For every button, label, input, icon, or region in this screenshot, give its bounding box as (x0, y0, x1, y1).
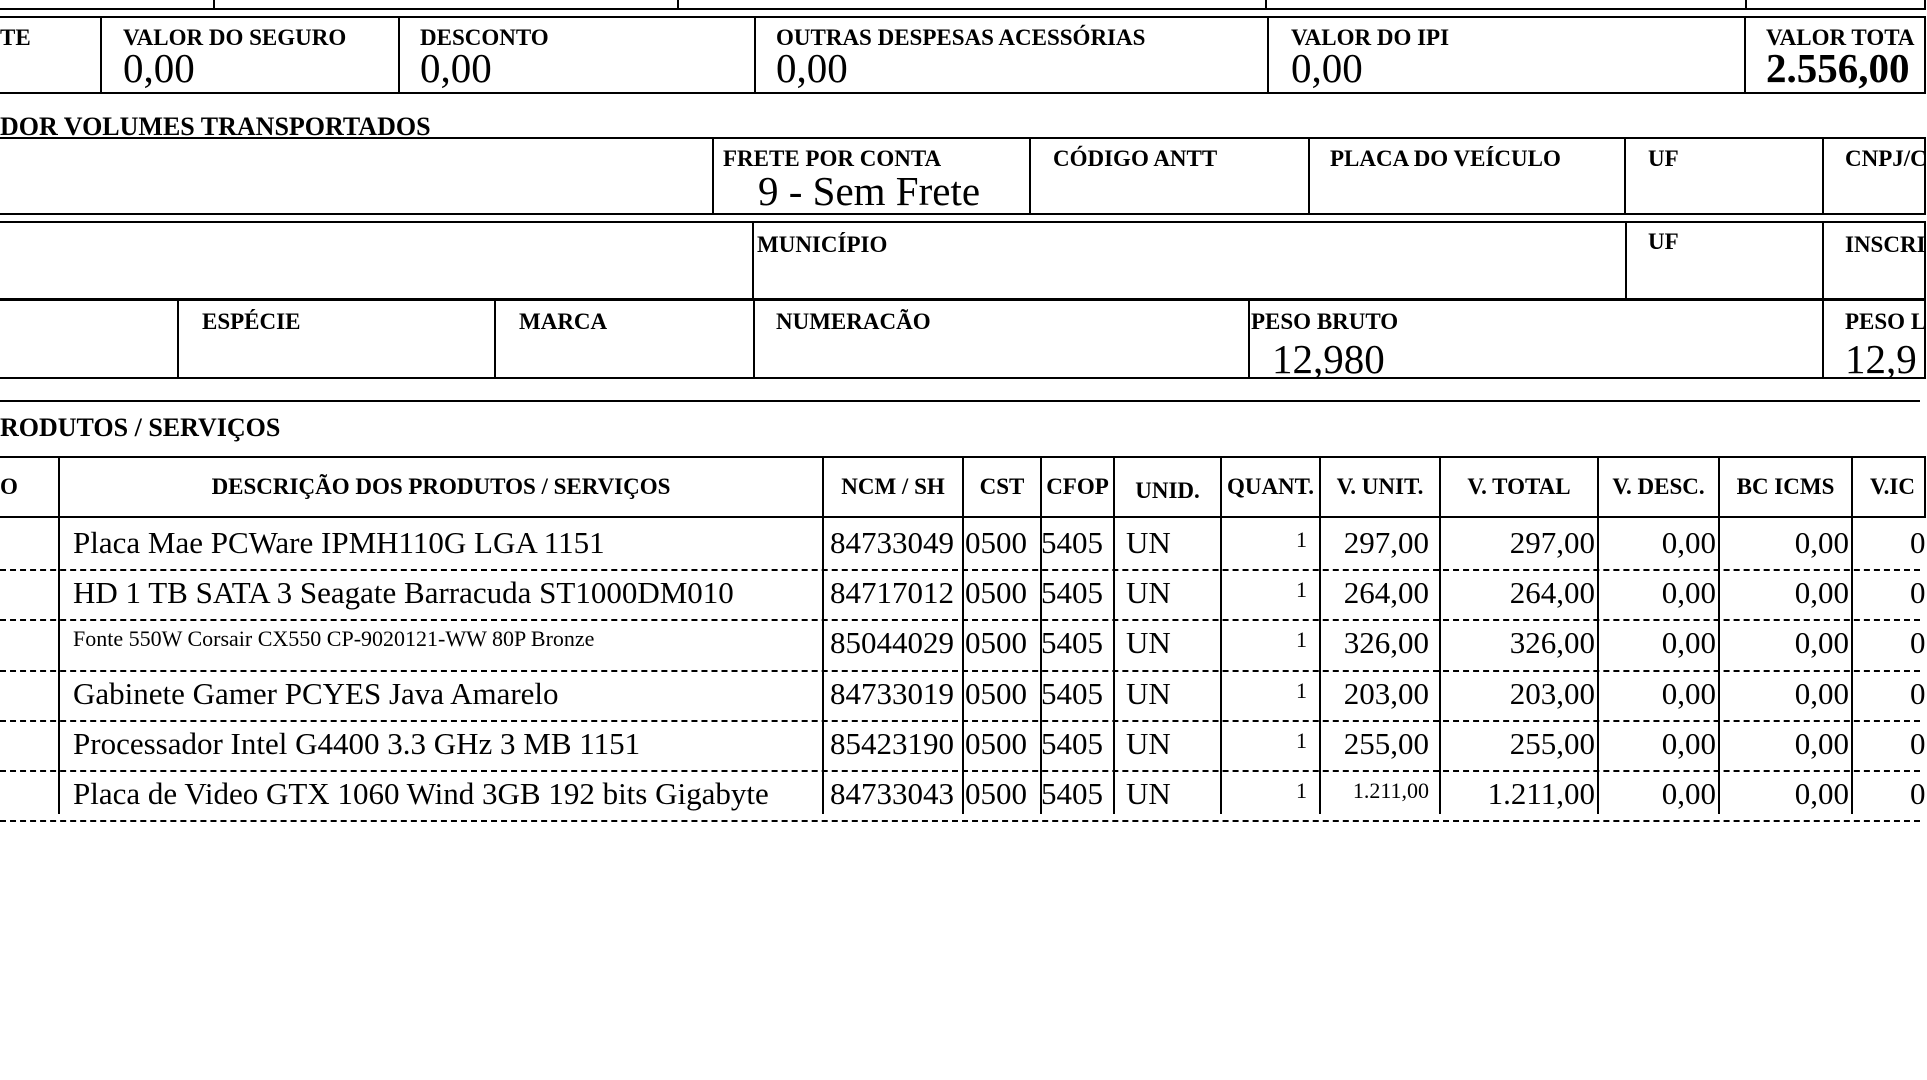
product-vtotal: 255,00 (1509, 726, 1595, 761)
product-vdesc: 0,00 (1661, 625, 1716, 660)
peso-bruto-label: PESO BRUTO (1251, 309, 1399, 334)
transport-section-title: DOR VOLUMES TRANSPORTADOS (0, 112, 431, 141)
peso-bruto-value: 12,980 (1272, 336, 1385, 382)
col-sep-cfop (1113, 456, 1115, 814)
top-cut-row (0, 0, 1926, 10)
transport-row-2 (0, 221, 1926, 300)
product-vdesc: 0,00 (1661, 726, 1716, 761)
product-ncm: 84717012 (830, 575, 954, 610)
col-header-code: O (0, 474, 18, 499)
totals-sep-4 (1267, 16, 1269, 94)
totals-sep-1 (100, 16, 102, 94)
product-quant: 1 (1296, 678, 1307, 703)
product-vdesc: 0,00 (1661, 525, 1716, 560)
frete-label: TE (0, 25, 31, 50)
product-vtotal: 264,00 (1509, 575, 1595, 610)
outras-despesas-label: OUTRAS DESPESAS ACESSÓRIAS (776, 25, 1146, 50)
product-unid: UN (1126, 726, 1171, 761)
product-vtotal: 297,00 (1509, 525, 1595, 560)
col-header-cfop: CFOP (1046, 474, 1109, 499)
desconto-value: 0,00 (420, 45, 492, 91)
product-vunit: 255,00 (1343, 726, 1429, 761)
product-ncm: 85423190 (830, 726, 954, 761)
product-desc: Placa Mae PCWare IPMH110G LGA 1151 (73, 525, 605, 560)
product-desc: Gabinete Gamer PCYES Java Amarelo (73, 676, 559, 711)
product-unid: UN (1126, 575, 1171, 610)
product-cst: 0500 (965, 776, 1027, 811)
product-bcicms: 0,00 (1794, 575, 1849, 610)
col-sep-code (58, 456, 60, 814)
product-vdesc: 0,00 (1661, 776, 1716, 811)
peso-liquido-label: PESO L (1845, 309, 1927, 334)
frete-por-conta-label: FRETE POR CONTA (723, 146, 942, 171)
product-bcicms: 0,00 (1794, 776, 1849, 811)
col-header-vtotal: V. TOTAL (1467, 474, 1571, 499)
product-vicms: 0 (1910, 676, 1926, 711)
ipi-label: VALOR DO IPI (1291, 25, 1450, 50)
col-header-vdesc: V. DESC. (1612, 474, 1705, 499)
top-cut-sep-1 (213, 0, 215, 10)
col-header-cst: CST (979, 474, 1025, 499)
product-vicms: 0 (1910, 525, 1926, 560)
product-vdesc: 0,00 (1661, 575, 1716, 610)
product-cst: 0500 (965, 575, 1027, 610)
row-divider (0, 670, 1920, 672)
product-vicms: 0 (1910, 726, 1926, 761)
transport-r3-sep-3 (753, 299, 755, 379)
transport-r2-sep-1 (752, 221, 754, 300)
product-vicms: 0 (1910, 575, 1926, 610)
totals-sep-2 (398, 16, 400, 94)
col-header-bcicms: BC ICMS (1736, 474, 1835, 499)
product-vdesc: 0,00 (1661, 676, 1716, 711)
transport-r2-sep-3 (1822, 221, 1824, 300)
col-sep-desc (822, 456, 824, 814)
top-cut-sep-2 (677, 0, 679, 10)
col-header-vicms: V.IC (1870, 474, 1915, 499)
product-cfop: 5405 (1041, 676, 1103, 711)
product-vicms: 0 (1910, 776, 1926, 811)
product-cfop: 5405 (1041, 525, 1103, 560)
seguro-value: 0,00 (123, 45, 195, 91)
valor-total-label: VALOR TOTA (1766, 25, 1915, 50)
product-vicms: 0 (1910, 625, 1926, 660)
outras-despesas-value: 0,00 (776, 45, 848, 91)
product-vunit: 326,00 (1343, 625, 1429, 660)
row-divider (0, 720, 1920, 722)
product-quant: 1 (1296, 577, 1307, 602)
product-vtotal: 1.211,00 (1487, 776, 1595, 811)
product-unid: UN (1126, 676, 1171, 711)
transport-r1-sep-2 (1029, 137, 1031, 215)
col-header-ncm: NCM / SH (841, 474, 945, 499)
top-cut-sep-4 (1745, 0, 1747, 10)
product-bcicms: 0,00 (1794, 726, 1849, 761)
peso-liquido-value: 12,9 (1845, 336, 1917, 382)
product-desc: Processador Intel G4400 3.3 GHz 3 MB 1151 (73, 726, 641, 761)
product-ncm: 84733049 (830, 525, 954, 560)
col-header-quant: QUANT. (1226, 474, 1315, 499)
transport-r3-sep-4 (1248, 299, 1250, 379)
row-divider (0, 569, 1920, 571)
product-cst: 0500 (965, 726, 1027, 761)
inscricao-label: INSCRI (1845, 232, 1926, 257)
product-cst: 0500 (965, 525, 1027, 560)
product-cst: 0500 (965, 625, 1027, 660)
transport-r1-sep-5 (1822, 137, 1824, 215)
products-top-rule (0, 400, 1920, 402)
totals-sep-3 (754, 16, 756, 94)
product-desc: HD 1 TB SATA 3 Seagate Barracuda ST1000DM010 (73, 575, 734, 610)
product-quant: 1 (1296, 728, 1307, 753)
col-sep-bcicms (1851, 456, 1853, 814)
product-vunit: 297,00 (1343, 525, 1429, 560)
row-divider (0, 770, 1920, 772)
product-ncm: 84733043 (830, 776, 954, 811)
uf-label: UF (1648, 146, 1679, 171)
product-unid: UN (1126, 525, 1171, 560)
placa-veiculo-label: PLACA DO VEÍCULO (1330, 146, 1561, 171)
codigo-antt-label: CÓDIGO ANTT (1053, 146, 1218, 171)
desconto-label: DESCONTO (420, 25, 549, 50)
transport-r3-sep-1 (177, 299, 179, 379)
product-unid: UN (1126, 776, 1171, 811)
municipio-label: MUNICÍPIO (757, 232, 888, 257)
product-quant: 1 (1296, 627, 1307, 652)
row-divider (0, 820, 1920, 822)
transport-r1-sep-4 (1624, 137, 1626, 215)
col-header-vunit: V. UNIT. (1336, 474, 1424, 499)
product-vunit: 1.211,00 (1352, 778, 1429, 803)
transport-r1-sep-3 (1308, 137, 1310, 215)
col-sep-ncm (962, 456, 964, 814)
product-vtotal: 203,00 (1509, 676, 1595, 711)
product-cst: 0500 (965, 676, 1027, 711)
uf2-label: UF (1648, 229, 1679, 254)
product-desc: Fonte 550W Corsair CX550 CP-9020121-WW 80P Bronze (73, 626, 595, 651)
cnpj-label: CNPJ/C (1845, 146, 1927, 171)
col-header-desc: DESCRIÇÃO DOS PRODUTOS / SERVIÇOS (211, 474, 671, 499)
frete-por-conta-value: 9 - Sem Frete (758, 168, 981, 214)
product-cfop: 5405 (1041, 726, 1103, 761)
product-ncm: 85044029 (830, 625, 954, 660)
marca-label: MARCA (519, 309, 608, 334)
transport-r2-sep-2 (1625, 221, 1627, 300)
row-divider (0, 619, 1920, 621)
valor-total-value: 2.556,00 (1766, 45, 1910, 91)
transport-r3-sep-2 (494, 299, 496, 379)
product-ncm: 84733019 (830, 676, 954, 711)
product-quant: 1 (1296, 527, 1307, 552)
product-cfop: 5405 (1041, 776, 1103, 811)
product-vtotal: 326,00 (1509, 625, 1595, 660)
especie-label: ESPÉCIE (202, 309, 301, 334)
product-cfop: 5405 (1041, 625, 1103, 660)
product-cfop: 5405 (1041, 575, 1103, 610)
product-bcicms: 0,00 (1794, 525, 1849, 560)
ipi-value: 0,00 (1291, 45, 1363, 91)
transport-r3-sep-5 (1822, 299, 1824, 379)
product-desc: Placa de Video GTX 1060 Wind 3GB 192 bits Gigabyte (73, 776, 769, 811)
products-section-title: RODUTOS / SERVIÇOS (0, 413, 281, 442)
product-quant: 1 (1296, 778, 1307, 803)
product-unid: UN (1126, 625, 1171, 660)
product-vunit: 264,00 (1343, 575, 1429, 610)
col-header-unid: UNID. (1135, 478, 1200, 503)
totals-sep-5 (1744, 16, 1746, 94)
product-bcicms: 0,00 (1794, 625, 1849, 660)
product-bcicms: 0,00 (1794, 676, 1849, 711)
top-cut-sep-3 (1265, 0, 1267, 10)
product-vunit: 203,00 (1343, 676, 1429, 711)
transport-r1-sep-1 (712, 137, 714, 215)
seguro-label: VALOR DO SEGURO (123, 25, 347, 50)
numeracao-label: NUMERACÃO (776, 309, 931, 334)
